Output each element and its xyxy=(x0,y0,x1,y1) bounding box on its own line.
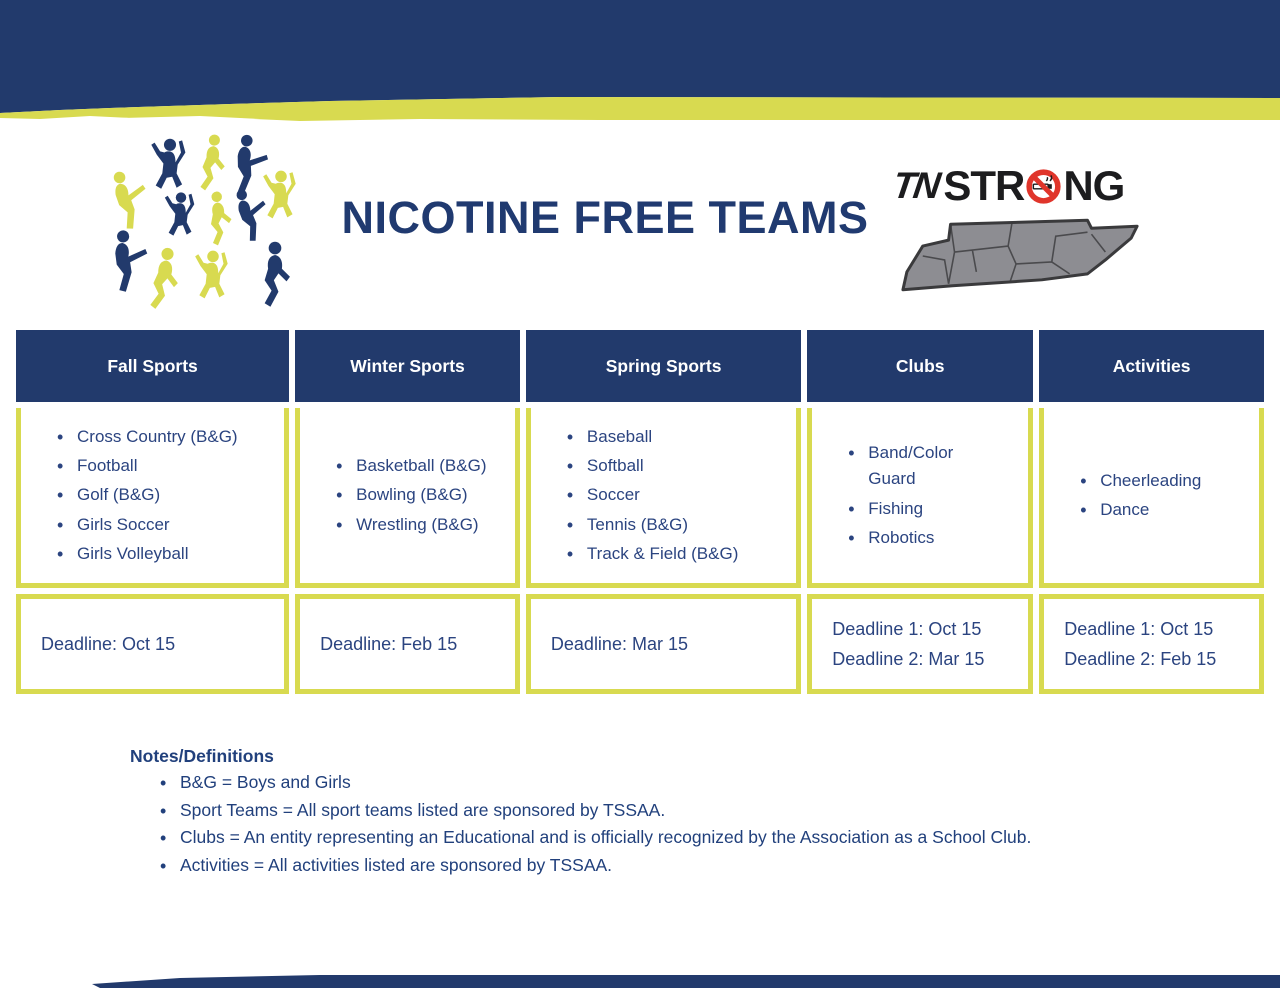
fall-deadline-cell xyxy=(16,594,289,694)
sport-list-item: • Bowling (B&G) xyxy=(336,482,486,508)
spring-sports-cell xyxy=(526,408,801,588)
notes-heading: Notes/Definitions xyxy=(130,746,274,766)
logo-strong-right: NG xyxy=(1063,162,1125,209)
club-list-item: • Band/Color Guard xyxy=(848,440,976,493)
clubs-cell xyxy=(807,408,1033,588)
activities-deadline-cell xyxy=(1039,594,1264,694)
tennessee-state-shape xyxy=(893,212,1151,302)
sport-list-item: • Basketball (B&G) xyxy=(336,453,486,479)
sport-list-item: • Football xyxy=(57,453,238,479)
activities-list xyxy=(1044,465,1209,527)
column-header-activities: Activities xyxy=(1039,330,1264,402)
sport-list-item: • Soccer xyxy=(567,482,738,508)
spring-deadline-cell xyxy=(526,594,801,694)
clubs-deadline-cell xyxy=(807,594,1033,694)
deadline-text: Deadline: Oct 15 xyxy=(41,633,176,654)
footer-bar xyxy=(0,972,1280,988)
deadline-text: Deadline 2: Mar 15 xyxy=(832,649,985,669)
note-list-item: • Sport Teams = All sport teams listed are sponsored by TSSAA. xyxy=(160,799,1230,823)
notes-list xyxy=(130,771,1230,878)
clubs-list xyxy=(812,437,984,554)
club-list-item: • Fishing xyxy=(848,496,976,522)
notes-section xyxy=(130,746,1230,882)
sports-silhouettes-collage xyxy=(100,128,315,313)
spring-sports-list xyxy=(531,421,746,571)
sport-list-item: • Baseball xyxy=(567,424,738,450)
sport-list-item: • Track & Field (B&G) xyxy=(567,541,738,567)
page-title: NICOTINE FREE TEAMS xyxy=(341,192,869,243)
column-header-clubs: Clubs xyxy=(807,330,1033,402)
fall-sports-list xyxy=(21,421,246,571)
winter-sports-list xyxy=(300,450,494,541)
column-header-winter-sports: Winter Sports xyxy=(295,330,520,402)
sport-list-item: • Cross Country (B&G) xyxy=(57,424,238,450)
winter-sports-cell xyxy=(295,408,520,588)
fall-sports-cell xyxy=(16,408,289,588)
logo-strong-left: STR xyxy=(943,162,1025,209)
column-header-fall-sports: Fall Sports xyxy=(16,330,289,402)
tnstrong-logo xyxy=(890,162,1163,302)
deadline-text: Deadline 1: Oct 15 xyxy=(1064,618,1214,639)
schedule-table xyxy=(16,330,1264,694)
deadline-text: Deadline: Feb 15 xyxy=(320,633,458,654)
logo-tn-text: TN xyxy=(890,165,942,206)
note-list-item: • Activities = All activities listed are sponsored by TSSAA. xyxy=(160,854,1230,878)
activities-cell xyxy=(1039,408,1264,588)
logo-strong-text xyxy=(943,162,1124,210)
club-list-item: • Robotics xyxy=(848,525,976,551)
note-list-item: • Clubs = An entity representing an Educational and is officially recognized by the Association as a School Club. xyxy=(160,826,1230,850)
deadline-text: Deadline 1: Oct 15 xyxy=(832,618,982,639)
sport-list-item: • Golf (B&G) xyxy=(57,482,238,508)
tnstrong-wordmark xyxy=(890,162,1163,210)
deadline-text: Deadline: Mar 15 xyxy=(550,633,688,654)
activity-list-item: • Cheerleading xyxy=(1080,468,1201,494)
deadline-text: Deadline 2: Feb 15 xyxy=(1064,649,1217,669)
sport-list-item: • Wrestling (B&G) xyxy=(336,512,486,538)
no-smoking-icon xyxy=(1025,168,1062,205)
header-brush-banner xyxy=(0,0,1280,130)
note-list-item: • B&G = Boys and Girls xyxy=(160,771,1230,795)
sport-list-item: • Tennis (B&G) xyxy=(567,512,738,538)
winter-deadline-cell xyxy=(295,594,520,694)
sport-list-item: • Girls Soccer xyxy=(57,512,238,538)
sport-list-item: • Softball xyxy=(567,453,738,479)
activity-list-item: • Dance xyxy=(1080,497,1201,523)
sport-list-item: • Girls Volleyball xyxy=(57,541,238,567)
column-header-spring-sports: Spring Sports xyxy=(526,330,801,402)
